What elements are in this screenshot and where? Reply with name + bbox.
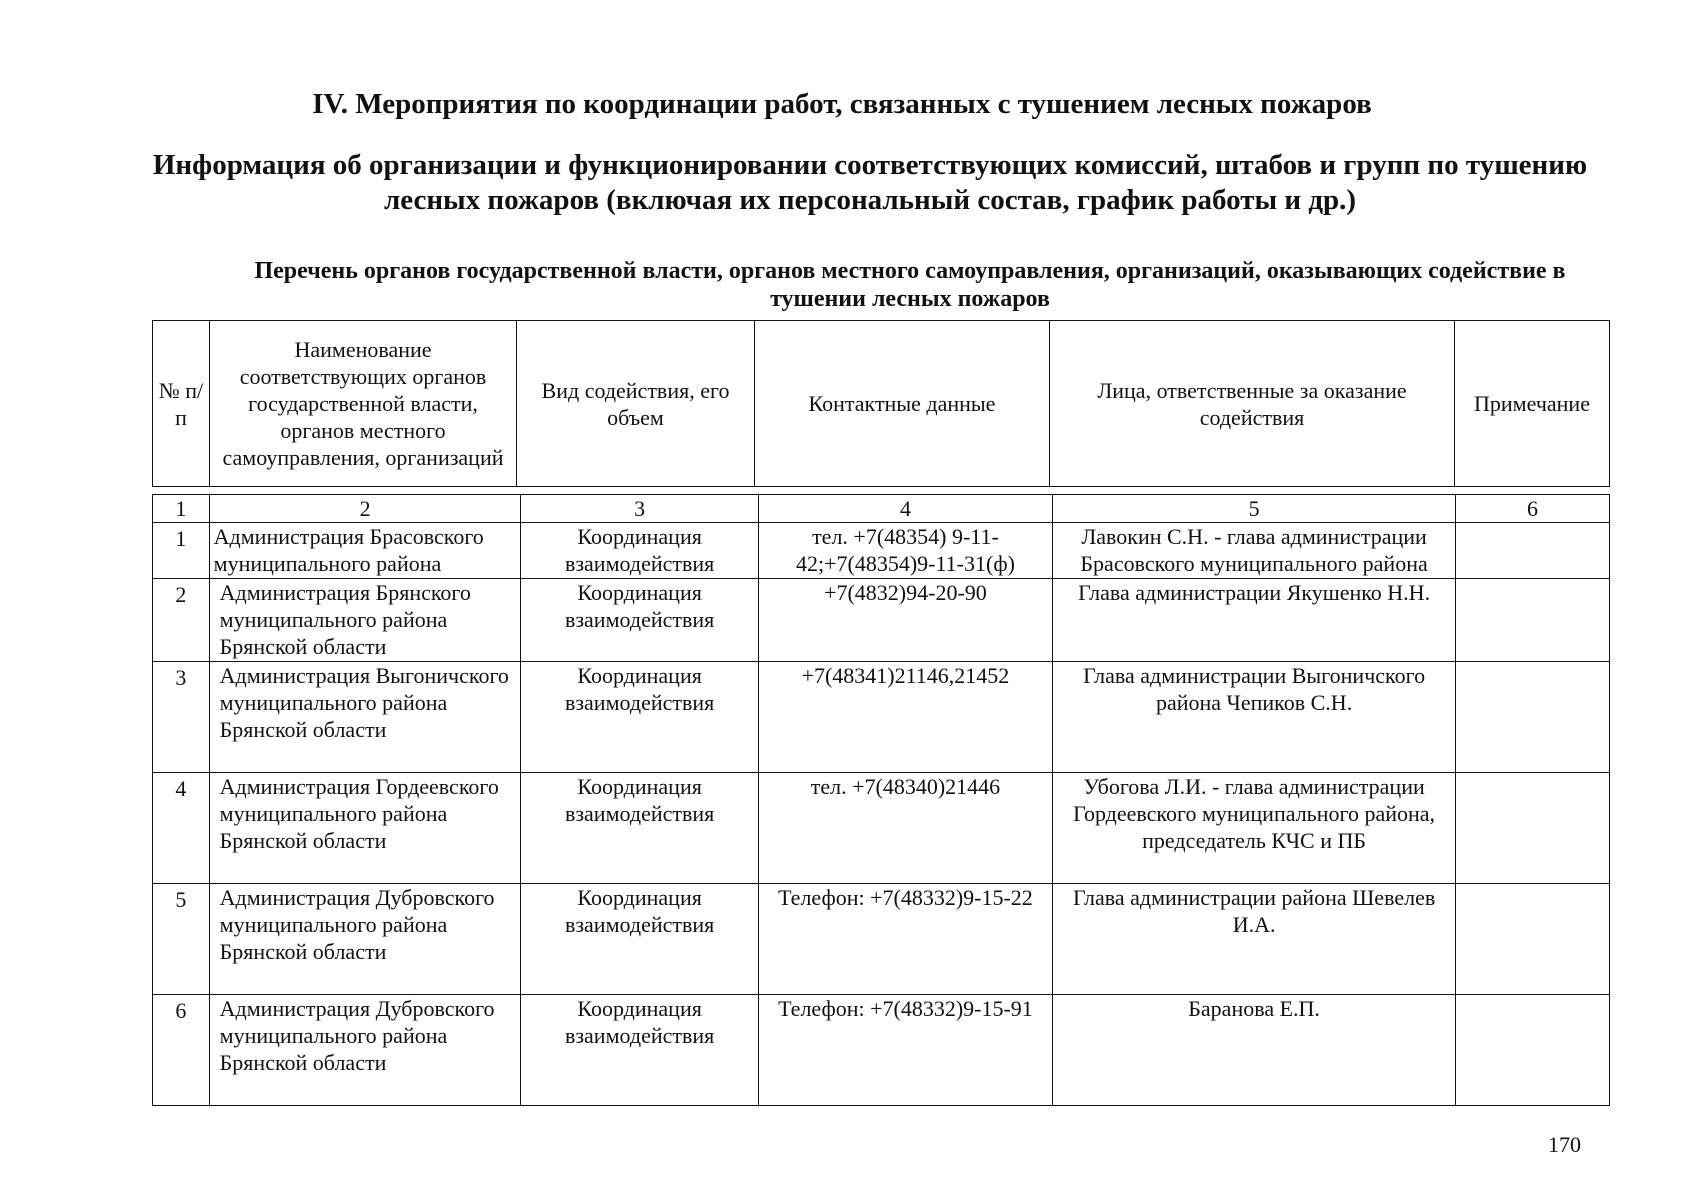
contact-details: тел. +7(48354) 9-11-42;+7(48354)9-11-31(ф) xyxy=(758,523,1052,579)
column-number: 3 xyxy=(521,495,758,523)
section-heading: IV. Мероприятия по координации работ, связанных с тушением лесных пожаров xyxy=(312,88,1372,120)
responsible-person: Глава администрации Якушенко Н.Н. xyxy=(1053,579,1456,662)
note xyxy=(1456,773,1610,884)
page-number: 170 xyxy=(1548,1132,1581,1157)
assistance-type: Координация взаимодействия xyxy=(521,662,758,773)
header-cell-responsible: Лица, ответственные за оказание содействия xyxy=(1050,321,1455,487)
table-row xyxy=(153,773,1610,884)
header-cell-assistance: Вид содействия, его объем xyxy=(517,321,755,487)
note xyxy=(1456,523,1610,579)
note xyxy=(1456,662,1610,773)
contact-details: Телефон: +7(48332)9-15-22 xyxy=(758,884,1052,995)
table-row xyxy=(153,995,1610,1106)
column-number-row xyxy=(153,495,1610,523)
column-number: 2 xyxy=(209,495,521,523)
row-number: 6 xyxy=(153,995,210,1106)
header-cell-name: Наименование соответствующих органов государственной власти, органов местного самоуправления, организаций xyxy=(210,321,517,487)
organization-name: Администрация Дубровского муниципального района Брянской области xyxy=(209,995,521,1106)
table-header xyxy=(152,320,1610,487)
responsible-person: Лавокин С.Н. - глава администрации Брасовского муниципального района xyxy=(1053,523,1456,579)
column-number: 4 xyxy=(758,495,1052,523)
responsible-person: Глава администрации Выгоничского района Чепиков С.Н. xyxy=(1053,662,1456,773)
header-cell-contacts: Контактные данные xyxy=(755,321,1050,487)
row-number: 4 xyxy=(153,773,210,884)
assistance-type: Координация взаимодействия xyxy=(521,523,758,579)
assistance-type: Координация взаимодействия xyxy=(521,579,758,662)
organization-name: Администрация Брянского муниципального района Брянской области xyxy=(209,579,521,662)
row-number: 1 xyxy=(153,523,210,579)
responsible-person: Баранова Е.П. xyxy=(1053,995,1456,1106)
column-number: 6 xyxy=(1456,495,1610,523)
section-subheading: Информация об организации и функционировании соответствующих комиссий, штабов и групп по тушению лесных пожаров (включая их персональный состав, график работы и др.) xyxy=(152,149,1588,216)
row-number: 5 xyxy=(153,884,210,995)
assistance-type: Координация взаимодействия xyxy=(521,995,758,1106)
note xyxy=(1456,579,1610,662)
note xyxy=(1456,884,1610,995)
responsible-person: Глава администрации района Шевелев И.А. xyxy=(1053,884,1456,995)
header-cell-note: Примечание xyxy=(1455,321,1610,487)
table-title: Перечень органов государственной власти, органов местного самоуправления, организаций, оказывающих содействие в тушении лесных пожаров xyxy=(254,258,1566,312)
note xyxy=(1456,995,1610,1106)
table-row xyxy=(153,523,1610,579)
organization-name: Администрация Брасовского муниципального района xyxy=(209,523,521,579)
header-cell-number: № п/п xyxy=(153,321,210,487)
responsible-person: Убогова Л.И. - глава администрации Гордеевского муниципального района, председатель КЧС и ПБ xyxy=(1053,773,1456,884)
contact-details: +7(48341)21146,21452 xyxy=(758,662,1052,773)
table-row xyxy=(153,579,1610,662)
organization-name: Администрация Гордеевского муниципального района Брянской области xyxy=(209,773,521,884)
organization-name: Администрация Выгоничского муниципального района Брянской области xyxy=(209,662,521,773)
assistance-type: Координация взаимодействия xyxy=(521,884,758,995)
assistance-type: Координация взаимодействия xyxy=(521,773,758,884)
table-row xyxy=(153,884,1610,995)
row-number: 2 xyxy=(153,579,210,662)
contact-details: +7(4832)94-20-90 xyxy=(758,579,1052,662)
column-number: 5 xyxy=(1053,495,1456,523)
row-number: 3 xyxy=(153,662,210,773)
organizations-table xyxy=(152,494,1610,1106)
table-row xyxy=(153,662,1610,773)
organization-name: Администрация Дубровского муниципального района Брянской области xyxy=(209,884,521,995)
column-number: 1 xyxy=(153,495,210,523)
contact-details: Телефон: +7(48332)9-15-91 xyxy=(758,995,1052,1106)
contact-details: тел. +7(48340)21446 xyxy=(758,773,1052,884)
